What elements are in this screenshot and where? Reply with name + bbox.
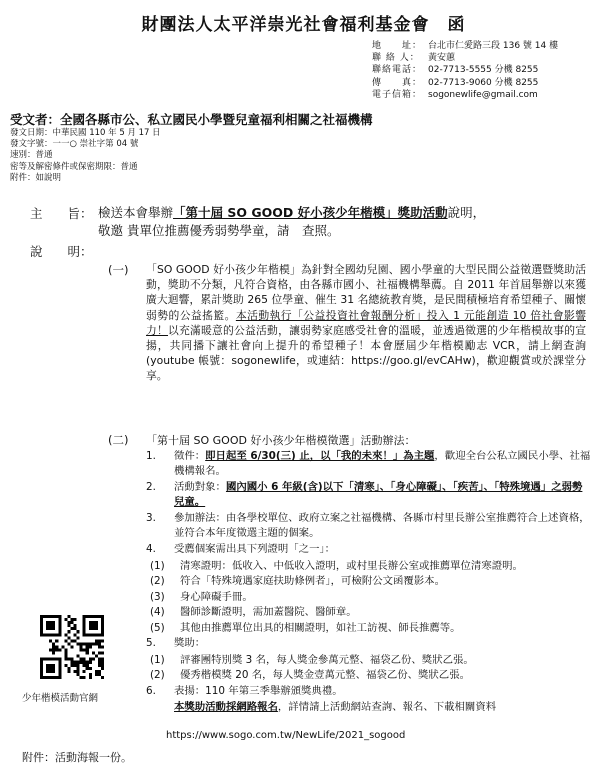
item-pre: 徵件： <box>174 450 206 462</box>
item-number: 5. <box>146 637 156 649</box>
meta-line: 發文字號：一一○ 崇社字第 04 號 <box>10 139 139 150</box>
sender-value: sogonewlife@gmail.com <box>428 89 538 100</box>
qr-code <box>40 615 104 679</box>
subject-line2: 敬邀 貴單位推薦優秀弱勢學童，請 查照。 <box>98 223 340 238</box>
sub-number: (2) <box>150 575 165 587</box>
sender-value: 台北市仁愛路三段 136 號 14 樓 <box>428 41 559 51</box>
sub-item <box>146 605 591 620</box>
recipient: 受文者：全國各縣市公、私立國民小學暨兒童福利相關之社福機構 <box>10 112 373 127</box>
item-number: 1. <box>146 450 156 462</box>
sub-text: 評審團特別獎 3 名，每人獎金參萬元整、福袋乙份、獎狀乙張。 <box>180 653 474 666</box>
signup-rest: ，詳情請上活動網站查詢、報名、下載相關資料 <box>277 701 497 713</box>
item-text <box>174 480 591 509</box>
list-item <box>146 684 591 699</box>
subject-pre: 檢送本會舉辦 <box>98 205 174 220</box>
list-item <box>146 636 591 651</box>
sub-text: 醫師診斷證明，需加蓋醫院、醫師章。 <box>180 606 357 618</box>
item-text <box>174 449 591 478</box>
item-number: 6. <box>146 684 156 697</box>
sender-info <box>372 40 558 101</box>
sub-number: (3) <box>150 590 165 603</box>
sender-row <box>372 77 558 89</box>
list-item <box>146 449 591 478</box>
item-text <box>174 684 591 699</box>
document-meta <box>10 128 161 184</box>
sub-number: (4) <box>150 606 165 618</box>
subject-highlight: 「第十屆 SO GOOD 好小孩少年楷模」獎助活動 <box>173 205 448 220</box>
subject-post: 說明， <box>447 205 486 220</box>
sub-item <box>146 574 591 589</box>
sub-number: (1) <box>150 559 165 572</box>
section2-heading: 「第十屆 SO GOOD 好小孩少年楷模徵選」活動辦法： <box>146 434 416 447</box>
signup-line <box>146 700 591 715</box>
section2-number: (二) <box>108 433 129 447</box>
website-link[interactable]: https://www.sogo.com.tw/NewLife/2021_sogood <box>166 730 406 741</box>
sub-number: (1) <box>150 653 165 666</box>
sub-text: 清寒證明：低收入、中低收入證明，或村里長辦公室或推薦單位清寒證明。 <box>180 559 523 572</box>
explain-label: 說 明： <box>30 244 93 259</box>
item-text <box>174 636 591 651</box>
sender-key: 傳 真： <box>372 77 423 88</box>
section1-underline: 本活動執行「公益投資社會報酬分析」投入 1 元能創造 10 倍社會影響力！ <box>146 308 586 337</box>
sub-number: (5) <box>150 621 165 634</box>
sub-text: 其他由推薦單位出具的相關證明，如社工訪視、師長推薦等。 <box>180 621 461 634</box>
sub-text: 優秀楷模獎 20 名，每人獎金壹萬元整、福袋乙份、獎狀乙張。 <box>180 669 470 681</box>
meta-line: 發文日期：中華民國 110 年 5 月 17 日 <box>10 128 161 138</box>
sender-row <box>372 40 558 52</box>
section1-part1: 「SO GOOD 好小孩少年楷模」為針對全國幼兒園、國小學童的大型民間公益徵選暨獎助活動，獎助不分類，凡符合資格，由各縣市國小、社福機構舉薦。自 2011 年首屆舉辦以來獲廣大迴響，累計獎助 265 位學童、催生 31 名總統教育獎，是民間積極培育希望種子、關懷弱勢的公益搖籃。 <box>146 263 586 322</box>
item-pre: 參加辦法：由各學校單位、政府立案之社福機構、各縣市村里長辦公室推薦符合上述資格，並符合本年度徵選主題的個案。 <box>174 512 590 539</box>
sub-item <box>146 653 591 668</box>
item-post: ，歡迎全台公私立國民小學、社福機構報名。 <box>174 450 591 477</box>
item-pre: 活動對象： <box>174 481 226 493</box>
attachment: 附件：活動海報一份。 <box>22 751 132 764</box>
item-pre: 表揚：110 年第三季舉辦頒獎典禮。 <box>174 684 343 697</box>
document-title: 財團法人太平洋崇光社會福利基金會 函 <box>141 15 466 35</box>
meta-line: 附件：如說明 <box>10 172 62 183</box>
item-number <box>146 700 174 715</box>
meta-line: 速別：普通 <box>10 150 53 161</box>
signup-bold: 本獎助活動採網路報名 <box>174 701 278 713</box>
sender-key: 聯絡電話： <box>372 65 423 76</box>
list-item <box>146 480 591 509</box>
sender-value: 02-7713-5555 分機 8255 <box>428 65 539 76</box>
list-item <box>146 542 591 557</box>
sender-row <box>372 52 558 64</box>
sender-key: 地 址： <box>372 41 423 51</box>
sender-row <box>372 64 558 76</box>
sub-text: 身心障礙手冊。 <box>180 590 253 603</box>
item-number: 2. <box>146 481 156 493</box>
subject <box>98 204 578 240</box>
subject-label: 主 旨： <box>30 206 93 221</box>
sub-item <box>146 668 591 683</box>
sub-text: 符合「特殊境遇家庭扶助條例者」，可檢附公文函覆影本。 <box>180 575 445 587</box>
item-number: 4. <box>146 543 156 555</box>
sub-item <box>146 621 591 636</box>
item-emphasis: 即日起至 6/30(三) 止，以「我的未來！」為主題 <box>205 450 435 462</box>
item-text <box>174 511 591 540</box>
signup-text <box>174 700 591 715</box>
item-pre: 獎助： <box>174 637 206 649</box>
section1-text <box>146 262 586 384</box>
sender-key: 聯 絡 人： <box>372 53 420 64</box>
sender-row <box>372 89 558 101</box>
sub-item <box>146 559 591 574</box>
sub-number: (2) <box>150 669 165 681</box>
list-item <box>146 511 591 540</box>
qr-caption: 少年楷模活動官網 <box>22 693 99 704</box>
meta-line: 密等及解密條件或保密期限：普通 <box>10 161 138 172</box>
item-text <box>174 542 591 557</box>
section1-number: (一) <box>108 263 129 277</box>
item-emphasis: 國內國小 6 年級(含)以下「清寒」、「身心障礙」、「疾苦」、「特殊境遇」之弱勢兒童。 <box>174 481 583 508</box>
section2-items <box>146 449 591 717</box>
section1-part2: 以充滿暖意的公益活動，讓弱勢家庭感受社會的溫暖，並透過徵選的少年楷模故事的宣揚，共同播下讓社會向上提升的希望種子！本會歷屆少年楷模勵志 VCR，請上網查詢(youtube 帳號：sogonewlife，或連結：https://goo.gl/evCAHw)，歡迎觀賞或於課堂分享。 <box>146 323 587 383</box>
item-pre: 受薦個案需出具下列證明「之一」： <box>174 543 336 555</box>
sender-value: 02-7713-9060 分機 8255 <box>428 77 539 88</box>
item-number: 3. <box>146 512 156 524</box>
sub-item <box>146 590 591 605</box>
sender-key: 電子信箱： <box>372 89 423 100</box>
sender-value: 黃安蕙 <box>428 53 456 64</box>
